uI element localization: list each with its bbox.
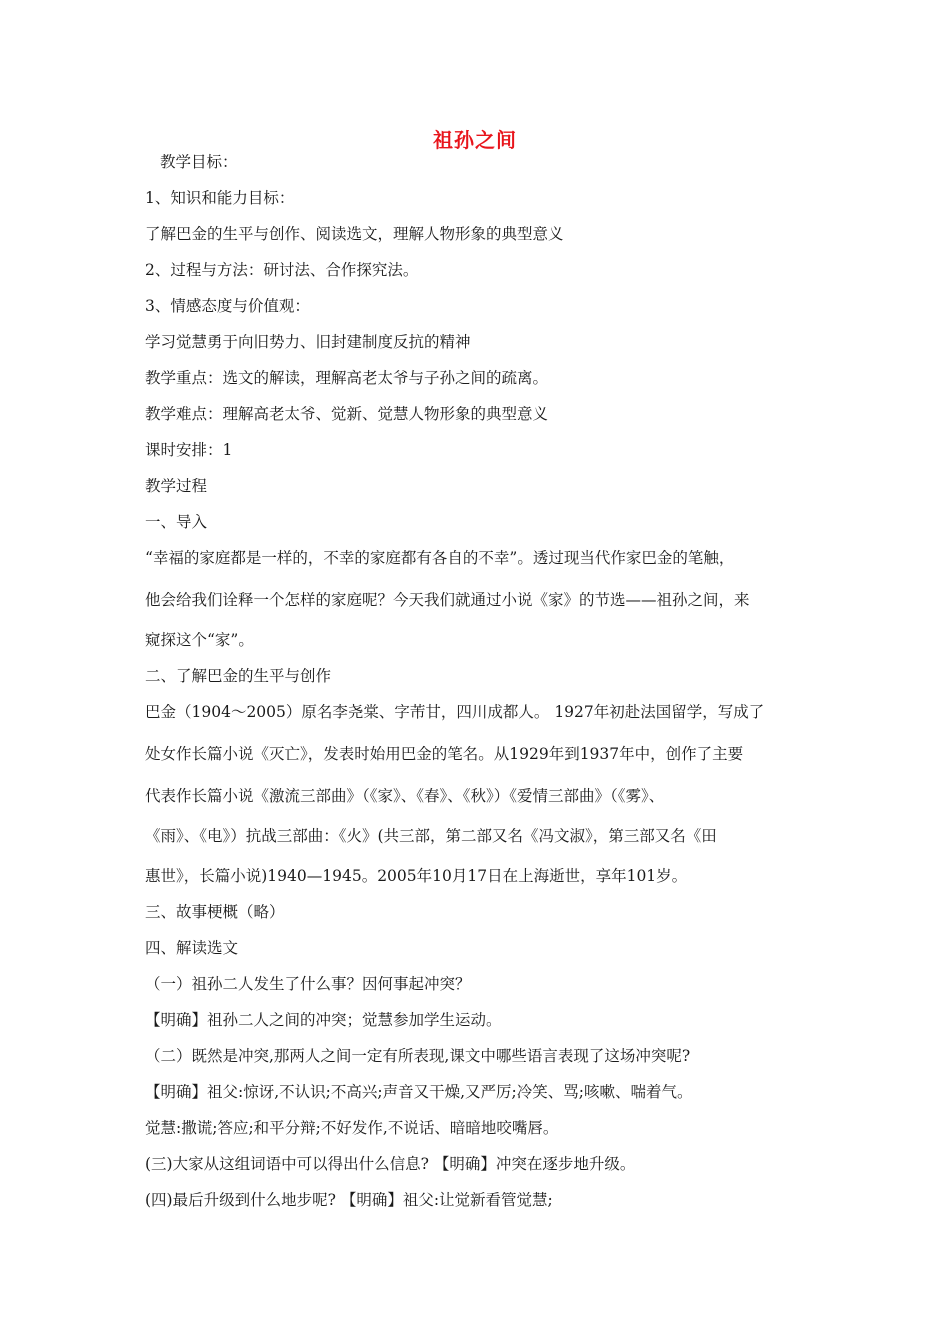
- text-line: 【明确】祖孙二人之间的冲突；觉慧参加学生运动。: [145, 1011, 502, 1029]
- text-line: 教学难点：理解高老太爷、觉新、觉慧人物形象的典型意义: [145, 405, 549, 423]
- text-line: 【明确】祖父:惊讶,不认识;不高兴;声音又干燥,又严厉;冷笑、骂;咳嗽、喘着气。: [145, 1083, 693, 1101]
- text-line: 惠世》，长篇小说)1940—1945。2005年10月17日在上海逝世，享年101岁。: [145, 867, 688, 885]
- text-line: （一）祖孙二人发生了什么事？因何事起冲突？: [145, 975, 471, 993]
- text-line: 处女作长篇小说《灭亡》，发表时始用巴金的笔名。从1929年到1937年中，创作了主要: [145, 745, 744, 763]
- text-line: (三)大家从这组词语中可以得出什么信息? 【明确】冲突在逐步地升级。: [145, 1155, 636, 1173]
- text-line: 一、导入: [145, 513, 208, 531]
- text-line: 代表作长篇小说《激流三部曲》（《家》、《春》、《秋》）《爱情三部曲》（《雾》、: [145, 787, 665, 805]
- text-line: (四)最后升级到什么地步呢? 【明确】祖父:让觉新看管觉慧;: [145, 1191, 553, 1209]
- document-title: 祖孙之间: [433, 128, 517, 152]
- text-line: 课时安排：1: [145, 441, 233, 459]
- text-line: 三、故事梗概（略）: [145, 903, 285, 921]
- text-line: 窥探这个“家”。: [145, 631, 254, 649]
- text-line: 教学过程: [145, 477, 208, 495]
- text-line: 巴金（1904～2005）原名李尧棠、字芾甘，四川成都人。 1927年初赴法国留学，写成了: [145, 703, 765, 721]
- text-line: 他会给我们诠释一个怎样的家庭呢？今天我们就通过小说《家》的节选——祖孙之间，来: [145, 591, 750, 609]
- text-line: 《雨》、《电》）抗战三部曲：《火》(共三部，第二部又名《冯文淑》，第三部又名《田: [145, 827, 717, 845]
- text-line: 1、知识和能力目标：: [145, 189, 295, 207]
- text-line: 学习觉慧勇于向旧势力、旧封建制度反抗的精神: [145, 333, 471, 351]
- text-line: （二）既然是冲突,那两人之间一定有所表现,课文中哪些语言表现了这场冲突呢?: [145, 1047, 691, 1065]
- text-line: 了解巴金的生平与创作、阅读选文，理解人物形象的典型意义: [145, 225, 564, 243]
- text-line: 觉慧:撒谎;答应;和平分辩;不好发作,不说话、暗暗地咬嘴唇。: [145, 1119, 559, 1137]
- text-line: “幸福的家庭都是一样的，不幸的家庭都有各自的不幸”。透过现当代作家巴金的笔触，: [145, 549, 735, 567]
- text-line: 四、解读选文: [145, 939, 239, 957]
- text-line: 二、了解巴金的生平与创作: [145, 667, 332, 685]
- text-line: 2、过程与方法：研讨法、合作探究法。: [145, 261, 419, 279]
- text-line: 教学重点：选文的解读，理解高老太爷与子孙之间的疏离。: [145, 369, 549, 387]
- text-line: 3、情感态度与价值观：: [145, 297, 310, 315]
- text-line: 教学目标：: [160, 153, 238, 171]
